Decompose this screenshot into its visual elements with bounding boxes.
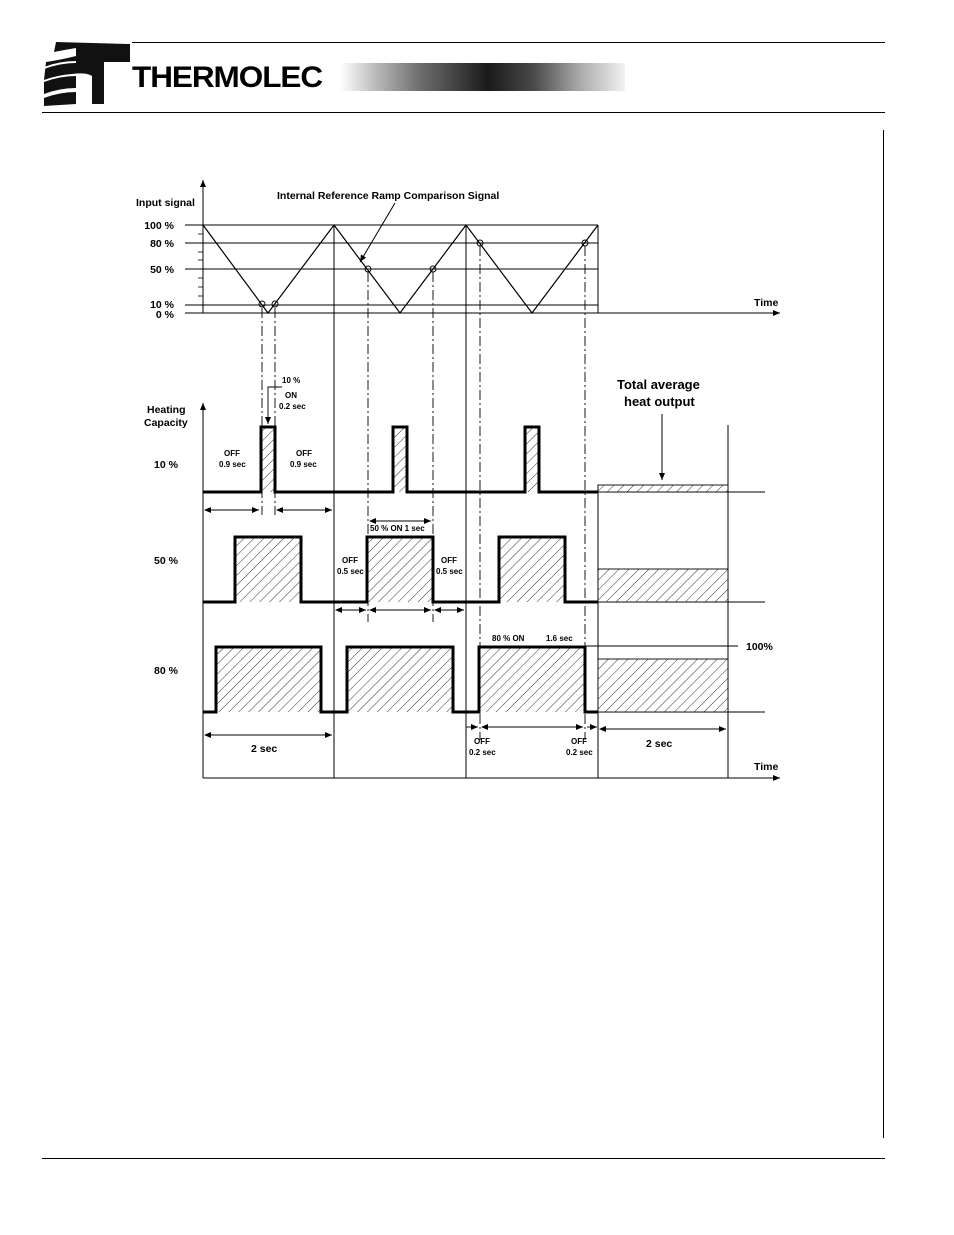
heating-axis-label: Capacity bbox=[144, 417, 188, 429]
off-duration: 0.9 sec bbox=[219, 460, 246, 469]
level-label: 80 % bbox=[150, 238, 174, 250]
off-duration: 0.2 sec bbox=[566, 748, 593, 757]
total-output-title: heat output bbox=[624, 394, 695, 409]
total-output-title: Total average bbox=[617, 377, 700, 392]
pulse-row-80 bbox=[203, 647, 598, 712]
time-axis-label: Time bbox=[754, 297, 779, 309]
off-duration: 0.9 sec bbox=[290, 460, 317, 469]
average-bar-50 bbox=[598, 569, 728, 602]
ramp-title: Internal Reference Ramp Comparison Signal bbox=[277, 190, 500, 202]
average-bar-80 bbox=[598, 659, 728, 712]
off-label: OFF bbox=[342, 556, 358, 565]
off-label: OFF bbox=[571, 737, 587, 746]
average-output-bars bbox=[598, 485, 728, 712]
period-label: 2 sec bbox=[251, 743, 278, 755]
off-label: OFF bbox=[441, 556, 457, 565]
off-label: OFF bbox=[474, 737, 490, 746]
on-80-label: 80 % ON bbox=[492, 634, 525, 643]
average-bar-10 bbox=[598, 485, 728, 492]
full-output-label: 100% bbox=[746, 641, 773, 653]
row-label-50: 50 % bbox=[154, 555, 178, 567]
row-label-10: 10 % bbox=[154, 459, 178, 471]
level-label: 10 % bbox=[150, 299, 174, 311]
on-80-duration: 1.6 sec bbox=[546, 634, 573, 643]
time-axis-label-bottom: Time bbox=[754, 761, 779, 773]
pulse-row-10 bbox=[203, 427, 598, 492]
annot-10-percent: 10 % bbox=[282, 376, 301, 385]
row-label-80: 80 % bbox=[154, 665, 178, 677]
off-duration: 0.2 sec bbox=[469, 748, 496, 757]
on-50-label: 50 % ON 1 sec bbox=[370, 524, 425, 533]
brand-name: THERMOLEC bbox=[132, 61, 323, 94]
annot-10-on: ON bbox=[285, 391, 297, 400]
off-label: OFF bbox=[224, 449, 240, 458]
off-duration: 0.5 sec bbox=[436, 567, 463, 576]
level-label: 50 % bbox=[150, 264, 174, 276]
annot-10-duration: 0.2 sec bbox=[279, 402, 306, 411]
level-label: 100 % bbox=[144, 220, 174, 232]
off-label: OFF bbox=[296, 449, 312, 458]
total-period-label: 2 sec bbox=[646, 738, 673, 750]
off-duration: 0.5 sec bbox=[337, 567, 364, 576]
input-axis-label: Input signal bbox=[136, 197, 195, 209]
heating-axis-label: Heating bbox=[147, 404, 186, 416]
pulse-row-50 bbox=[203, 537, 598, 602]
level-label: 0 % bbox=[155, 309, 174, 321]
